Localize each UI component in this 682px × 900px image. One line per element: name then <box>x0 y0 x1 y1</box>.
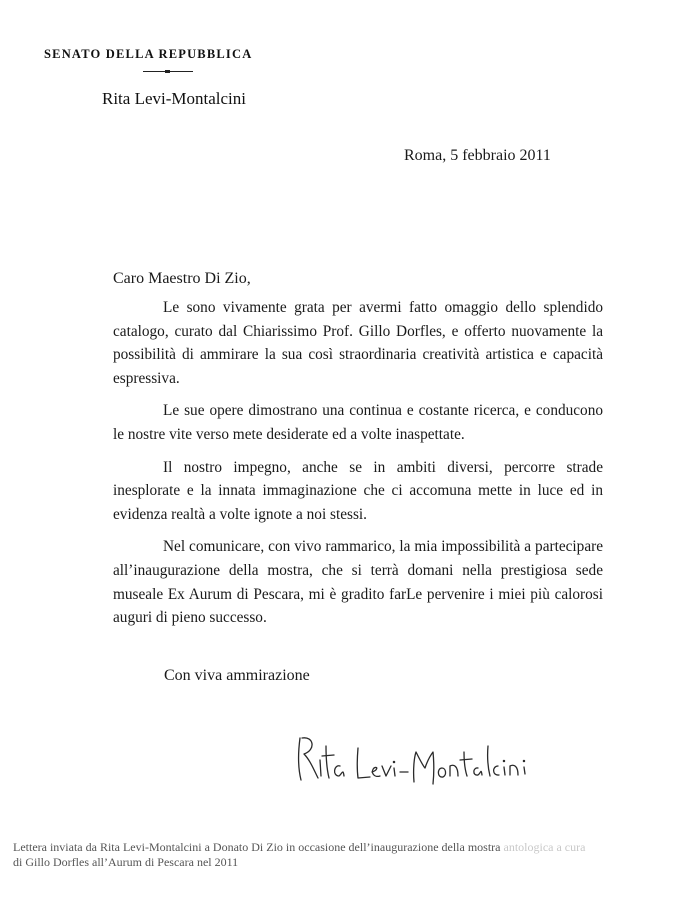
caption-line-1: Lettera inviata da Rita Levi-Montalcini a Donato Di Zio in occasione dell’inaugurazione della mostra <box>13 840 504 854</box>
caption-line-1-faded: antologica a cura <box>503 840 586 854</box>
letter-closing: Con viva ammirazione <box>164 667 310 684</box>
handwritten-signature <box>292 728 532 798</box>
letter-paragraph-1: Le sono vivamente grata per avermi fatto omaggio dello splendido catalogo, curato dal Chiarissimo Prof. Gillo Dorfles, e offerto nuovamente la possibilità di ammirare la sua così straordinaria creatività artistica e capacità espressiva. <box>113 299 603 387</box>
letter-body <box>113 296 603 639</box>
letter-paragraph-4: Nel comunicare, con vivo rammarico, la mia impossibilità a partecipare all’inaugurazione della mostra, che si terrà domani nella prestigiosa sede museale Ex Aurum di Pescara, mi è gradito farLe pervenire i miei più calorosi auguri di pieno successo. <box>113 538 603 627</box>
image-caption <box>13 840 653 869</box>
letterhead-name: Rita Levi-Montalcini <box>102 89 246 108</box>
letter-paragraph-3: Il nostro impegno, anche se in ambiti diversi, percorre strade inesplorate e la innata immaginazione che ci accomuna mette in luce ed in evidenza realtà a volte ignote a noi stessi. <box>113 458 603 523</box>
letterhead-organization: SENATO DELLA REPUBBLICA <box>44 47 253 61</box>
caption-line-2: di Gillo Dorfles all’Aurum di Pescara nel 2011 <box>13 854 239 869</box>
letter-date: Roma, 5 febbraio 2011 <box>404 147 551 164</box>
letterhead-divider <box>143 71 193 72</box>
letter-salutation: Caro Maestro Di Zio, <box>113 270 251 287</box>
letter-paragraph-2: Le sue opere dimostrano una continua e costante ricerca, e conducono le nostre vite verso mete desiderate ed a volte inaspettate. <box>113 402 603 443</box>
